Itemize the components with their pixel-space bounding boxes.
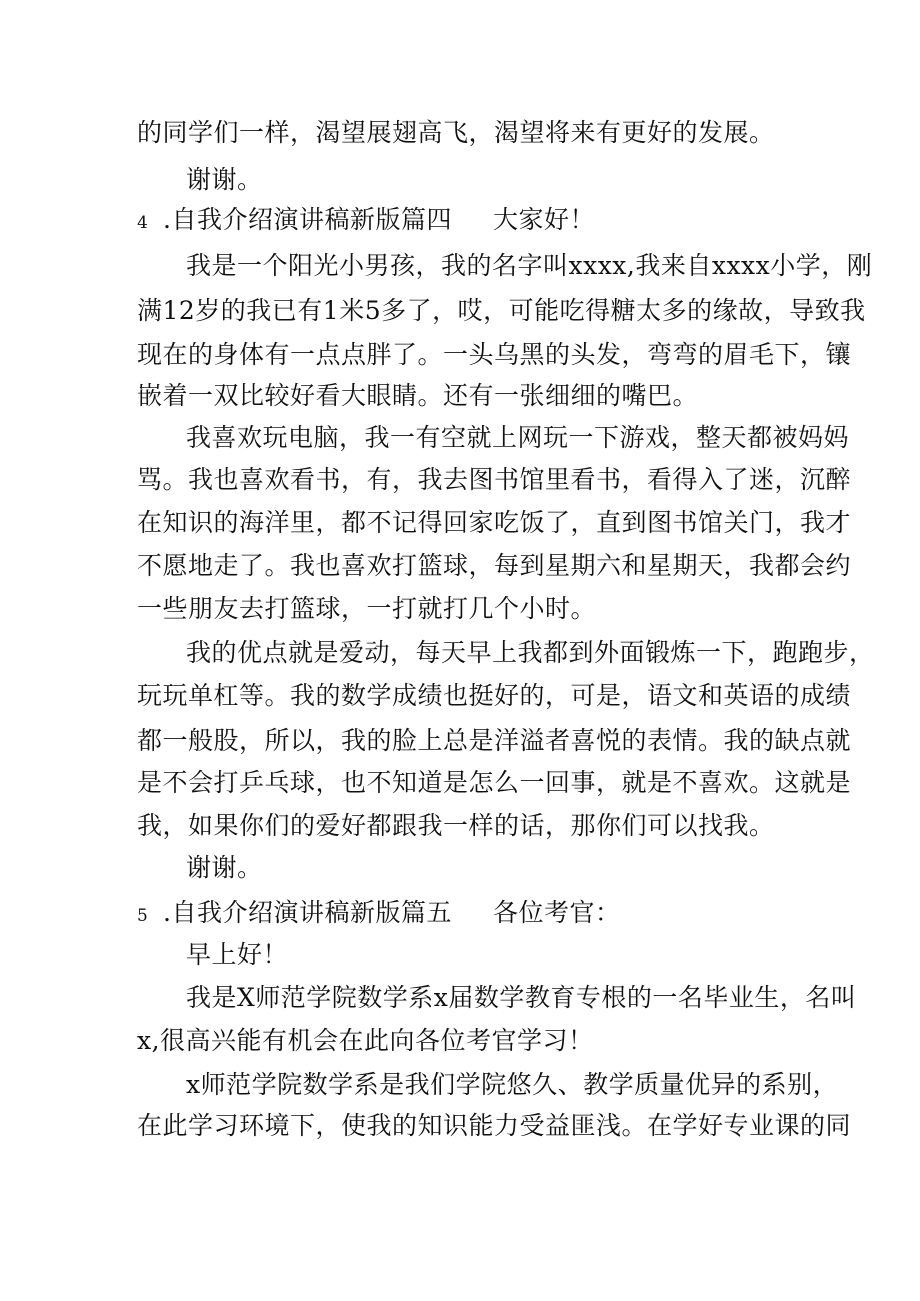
heading-greeting: 大家好！ bbox=[493, 205, 596, 234]
paragraph-line: 嵌着一双比较好看大眼睛。还有一张细细的嘴巴。 bbox=[137, 381, 699, 410]
paragraph-line: 谢谢。 bbox=[186, 165, 263, 194]
section-heading-5 bbox=[137, 898, 621, 931]
paragraph-line: 都一般股，所以，我的脸上总是洋溢者喜悦的表情。我的缺点就 bbox=[137, 726, 852, 755]
paragraph-line: 满12岁的我已有1米5多了，哎，可能吃得糖太多的缘故，导致我 bbox=[137, 296, 866, 325]
paragraph-line: x,很高兴能有机会在此向各位考官学习！ bbox=[137, 1026, 594, 1055]
heading-title: .自我介绍演讲稿新版篇四 bbox=[163, 205, 452, 234]
heading-greeting: 各位考官： bbox=[493, 898, 621, 927]
paragraph-line: 是不会打乒乓球，也不知道是怎么一回事，就是不喜欢。这就是 bbox=[137, 768, 852, 797]
paragraph-line: 我是一个阳光小男孩，我的名字叫xxxx,我来自xxxx小学，刚 bbox=[186, 251, 873, 280]
paragraph-line: 我喜欢玩电脑，我一有空就上网玩一下游戏，整天都被妈妈 bbox=[186, 423, 850, 452]
paragraph-line: 一些朋友去打篮球，一打就打几个小时。 bbox=[137, 594, 597, 623]
section-heading-4 bbox=[137, 205, 596, 238]
paragraph-line: 早上好！ bbox=[186, 940, 289, 969]
heading-number: 4 bbox=[137, 213, 149, 233]
paragraph-line: 现在的身体有一点点胖了。一头乌黑的头发，弯弯的眉毛下，镶 bbox=[137, 340, 852, 369]
paragraph-line: 谢谢。 bbox=[186, 853, 263, 882]
paragraph-line: 在此学习环境下，使我的知识能力受益匪浅。在学好专业课的同 bbox=[137, 1111, 852, 1140]
paragraph-line: 在知识的海洋里，都不记得回家吃饭了，直到图书馆关门，我才 bbox=[137, 508, 852, 537]
paragraph-line: 不愿地走了。我也喜欢打篮球，每到星期六和星期天，我都会约 bbox=[137, 551, 852, 580]
paragraph-line: 玩玩单杠等。我的数学成绩也挺好的，可是，语文和英语的成绩 bbox=[137, 681, 852, 710]
paragraph-line: 的同学们一样，渴望展翅高飞，渴望将来有更好的发展。 bbox=[137, 118, 775, 147]
paragraph-line: 我，如果你们的爱好都跟我一样的话，那你们可以找我。 bbox=[137, 811, 775, 840]
heading-number: 5 bbox=[137, 906, 149, 926]
paragraph-line: 骂。我也喜欢看书，有，我去图书馆里看书，看得入了迷，沉醉 bbox=[137, 465, 852, 494]
paragraph-line: 我是X师范学院数学系x届数学教育专根的一名毕业生，名叫 bbox=[186, 983, 857, 1012]
paragraph-line: x师范学院数学系是我们学院悠久、教学质量优异的系别， bbox=[186, 1070, 839, 1099]
heading-title: .自我介绍演讲稿新版篇五 bbox=[163, 898, 452, 927]
paragraph-line: 我的优点就是爱动，每天早上我都到外面锻炼一下，跑跑步， bbox=[186, 638, 875, 667]
